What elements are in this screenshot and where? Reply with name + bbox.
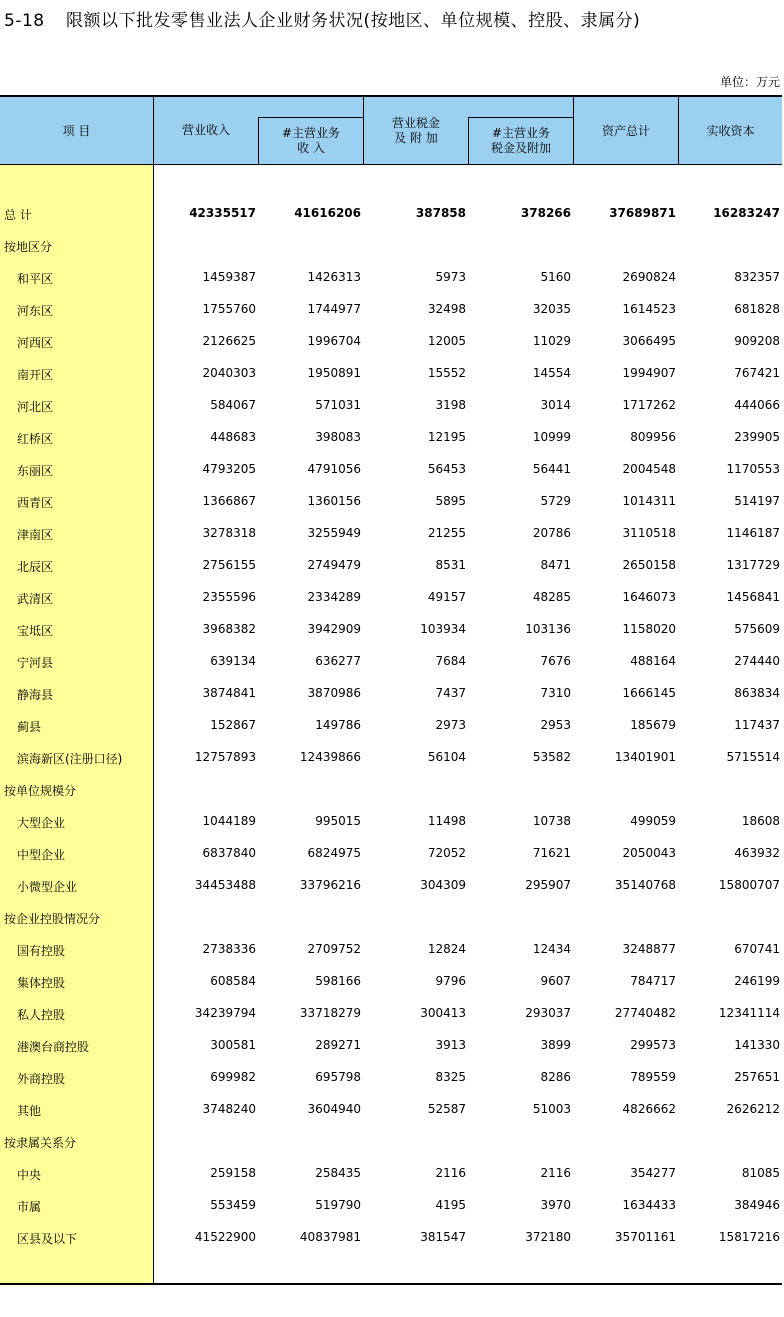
- table-row: [0, 485, 782, 517]
- row-value: 2690824: [622, 270, 676, 284]
- row-label: 私人控股: [17, 1008, 66, 1022]
- row-value: 1044189: [202, 814, 256, 828]
- header-divider: [573, 97, 574, 165]
- total-row: [0, 197, 782, 229]
- row-value: 32035: [532, 302, 571, 316]
- row-value: 37689871: [609, 206, 676, 220]
- row-value: 2626212: [726, 1102, 780, 1116]
- row-value: 12341114: [718, 1006, 780, 1020]
- row-value: 52587: [427, 1102, 466, 1116]
- table-row: [0, 997, 782, 1029]
- row-value: 8531: [435, 558, 466, 572]
- row-value: 15800707: [718, 878, 780, 892]
- row-value: 103934: [420, 622, 466, 636]
- row-value: 10999: [532, 430, 571, 444]
- header-subline: [468, 117, 573, 118]
- row-value: 7310: [540, 686, 571, 700]
- table-body: [0, 197, 782, 1253]
- row-value: 3970: [540, 1198, 571, 1212]
- row-value: 9796: [435, 974, 466, 988]
- row-value: 1366867: [202, 494, 256, 508]
- row-value: 1456841: [726, 590, 780, 604]
- table-row: [0, 805, 782, 837]
- header-capital: 实收资本: [706, 123, 755, 138]
- row-value: 8286: [540, 1070, 571, 1084]
- row-value: 448683: [210, 430, 256, 444]
- row-label: 蓟县: [17, 720, 42, 734]
- unit-label: 单位：万元: [719, 75, 780, 89]
- row-value: 832357: [734, 270, 780, 284]
- table-row: [0, 645, 782, 677]
- row-value: 72052: [427, 846, 466, 860]
- row-label: 集体控股: [17, 976, 66, 990]
- row-label: 河东区: [17, 304, 54, 318]
- row-label: 和平区: [17, 272, 54, 286]
- table-row: [0, 837, 782, 869]
- row-value: 51003: [532, 1102, 571, 1116]
- row-value: 1666145: [622, 686, 676, 700]
- table-row: [0, 517, 782, 549]
- row-value: 1360156: [307, 494, 361, 508]
- table-bottom-rule: [0, 1283, 782, 1285]
- row-value: 12005: [427, 334, 466, 348]
- row-value: 995015: [315, 814, 361, 828]
- row-value: 584067: [210, 398, 256, 412]
- table-row: [0, 741, 782, 773]
- header-divider: [468, 117, 469, 165]
- row-label: 按单位规模分: [4, 784, 77, 798]
- row-value: 384946: [734, 1198, 780, 1212]
- row-value: 289271: [315, 1038, 361, 1052]
- row-value: 3255949: [307, 526, 361, 540]
- row-value: 246199: [734, 974, 780, 988]
- header-divider: [258, 117, 259, 165]
- header-tax: [364, 97, 468, 165]
- table-number: 5-18: [4, 11, 45, 31]
- row-value: 71621: [532, 846, 571, 860]
- table-row: [0, 677, 782, 709]
- header-main-tax-line2: 税金及附加: [490, 141, 551, 155]
- row-value: 259158: [210, 1166, 256, 1180]
- row-value: 12195: [427, 430, 466, 444]
- row-value: 1717262: [622, 398, 676, 412]
- row-value: 1614523: [622, 302, 676, 316]
- row-value: 103136: [525, 622, 571, 636]
- row-value: 4791056: [307, 462, 361, 476]
- row-value: 11498: [427, 814, 466, 828]
- row-value: 299573: [630, 1038, 676, 1052]
- row-value: 141330: [734, 1038, 780, 1052]
- row-value: 1426313: [307, 270, 361, 284]
- table-row: [0, 709, 782, 741]
- table-row: [0, 1061, 782, 1093]
- table-row: [0, 1221, 782, 1253]
- row-value: 2749479: [307, 558, 361, 572]
- table-row: [0, 581, 782, 613]
- row-value: 2650158: [622, 558, 676, 572]
- row-value: 553459: [210, 1198, 256, 1212]
- row-value: 258435: [315, 1166, 361, 1180]
- row-value: 12824: [427, 942, 466, 956]
- row-value: 4826662: [622, 1102, 676, 1116]
- row-value: 2040303: [202, 366, 256, 380]
- row-value: 2973: [435, 718, 466, 732]
- group-header-row: [0, 901, 782, 933]
- row-value: 53582: [532, 750, 571, 764]
- row-value: 398083: [315, 430, 361, 444]
- row-value: 7676: [540, 654, 571, 668]
- row-value: 387858: [415, 206, 466, 220]
- row-label: 津南区: [17, 528, 54, 542]
- row-value: 3968382: [202, 622, 256, 636]
- row-value: 41616206: [294, 206, 361, 220]
- row-value: 49157: [427, 590, 466, 604]
- row-value: 152867: [210, 718, 256, 732]
- row-value: 695798: [315, 1070, 361, 1084]
- row-value: 863834: [734, 686, 780, 700]
- row-value: 27740482: [614, 1006, 676, 1020]
- row-label: 红桥区: [17, 432, 54, 446]
- row-value: 1646073: [622, 590, 676, 604]
- row-value: 4195: [435, 1198, 466, 1212]
- row-value: 463932: [734, 846, 780, 860]
- row-value: 21255: [427, 526, 466, 540]
- row-label: 滨海新区(注册口径): [17, 752, 123, 766]
- row-value: 41522900: [194, 1230, 256, 1244]
- row-value: 185679: [630, 718, 676, 732]
- row-value: 7437: [435, 686, 466, 700]
- row-value: 372180: [525, 1230, 571, 1244]
- row-value: 6824975: [307, 846, 361, 860]
- row-label: 武清区: [17, 592, 54, 606]
- row-value: 300581: [210, 1038, 256, 1052]
- row-value: 34239794: [194, 1006, 256, 1020]
- row-value: 571031: [315, 398, 361, 412]
- row-value: 2050043: [622, 846, 676, 860]
- row-value: 598166: [315, 974, 361, 988]
- row-label: 港澳台商控股: [17, 1040, 90, 1054]
- row-value: 12434: [532, 942, 571, 956]
- row-value: 239905: [734, 430, 780, 444]
- row-value: 378266: [520, 206, 571, 220]
- row-value: 1755760: [202, 302, 256, 316]
- table-row: [0, 325, 782, 357]
- row-label: 国有控股: [17, 944, 66, 958]
- row-value: 639134: [210, 654, 256, 668]
- row-value: 3870986: [307, 686, 361, 700]
- row-value: 42335517: [189, 206, 256, 220]
- row-label: 其他: [17, 1104, 42, 1118]
- row-value: 48285: [532, 590, 571, 604]
- row-label: 中型企业: [17, 848, 66, 862]
- row-value: 3604940: [307, 1102, 361, 1116]
- row-value: 3278318: [202, 526, 256, 540]
- table-row: [0, 965, 782, 997]
- row-value: 1634433: [622, 1198, 676, 1212]
- row-value: 1994907: [622, 366, 676, 380]
- row-value: 274440: [734, 654, 780, 668]
- row-label: 河西区: [17, 336, 54, 350]
- header-main-revenue-line2: 收 入: [297, 141, 325, 155]
- row-value: 5715514: [726, 750, 780, 764]
- group-header-row: [0, 773, 782, 805]
- group-header-row: [0, 1125, 782, 1157]
- header-revenue: 营业收入: [181, 123, 230, 137]
- row-value: 7684: [435, 654, 466, 668]
- table-row: [0, 453, 782, 485]
- table-row: [0, 1093, 782, 1125]
- header-subline: [258, 117, 363, 118]
- row-label: 区县及以下: [17, 1232, 78, 1246]
- row-value: 81085: [741, 1166, 780, 1180]
- table-title: 限额以下批发零售业法人企业财务状况(按地区、单位规模、控股、隶属分): [66, 11, 641, 31]
- row-value: 18608: [741, 814, 780, 828]
- row-label: 北辰区: [17, 560, 54, 574]
- row-value: 1170553: [726, 462, 780, 476]
- row-value: 2756155: [202, 558, 256, 572]
- row-value: 809956: [630, 430, 676, 444]
- row-label: 大型企业: [17, 816, 66, 830]
- row-value: 6837840: [202, 846, 256, 860]
- row-value: 5729: [540, 494, 571, 508]
- row-value: 1744977: [307, 302, 361, 316]
- row-value: 354277: [630, 1166, 676, 1180]
- row-value: 1014311: [622, 494, 676, 508]
- row-label: 西青区: [17, 496, 54, 510]
- table-row: [0, 613, 782, 645]
- row-value: 2334289: [307, 590, 361, 604]
- row-value: 3748240: [202, 1102, 256, 1116]
- header-main-revenue-line1: #主营业务: [281, 126, 341, 140]
- row-label: 外商控股: [17, 1072, 66, 1086]
- row-value: 4793205: [202, 462, 256, 476]
- row-label: 按地区分: [4, 240, 53, 254]
- row-value: 784717: [630, 974, 676, 988]
- row-value: 444066: [734, 398, 780, 412]
- row-value: 519790: [315, 1198, 361, 1212]
- row-value: 3248877: [622, 942, 676, 956]
- row-value: 8325: [435, 1070, 466, 1084]
- table-row: [0, 421, 782, 453]
- row-value: 909208: [734, 334, 780, 348]
- row-value: 608584: [210, 974, 256, 988]
- row-value: 40837981: [299, 1230, 361, 1244]
- row-label: 宝坻区: [17, 624, 54, 638]
- row-value: 3066495: [622, 334, 676, 348]
- row-value: 636277: [315, 654, 361, 668]
- row-value: 12439866: [299, 750, 361, 764]
- row-value: 1158020: [622, 622, 676, 636]
- header-main-revenue: [259, 117, 363, 165]
- row-label: 静海县: [17, 688, 54, 702]
- row-value: 488164: [630, 654, 676, 668]
- row-value: 381547: [420, 1230, 466, 1244]
- row-value: 20786: [532, 526, 571, 540]
- row-value: 56441: [532, 462, 571, 476]
- row-label: 河北区: [17, 400, 54, 414]
- row-label: 按隶属关系分: [4, 1136, 77, 1150]
- row-value: 2355596: [202, 590, 256, 604]
- header-tax-line1: 营业税金: [391, 116, 440, 130]
- row-value: 1996704: [307, 334, 361, 348]
- row-value: 3942909: [307, 622, 361, 636]
- row-value: 2116: [540, 1166, 571, 1180]
- row-label: 小微型企业: [17, 880, 78, 894]
- row-value: 3874841: [202, 686, 256, 700]
- row-value: 575609: [734, 622, 780, 636]
- header-main-tax: [469, 117, 573, 165]
- table-row: [0, 1157, 782, 1189]
- row-value: 35140768: [614, 878, 676, 892]
- header-main-tax-line1: #主营业务: [491, 126, 551, 140]
- row-value: 293037: [525, 1006, 571, 1020]
- row-value: 514197: [734, 494, 780, 508]
- row-value: 499059: [630, 814, 676, 828]
- header-tax-line2: 及 附 加: [394, 131, 438, 145]
- table-row: [0, 869, 782, 901]
- row-value: 1146187: [726, 526, 780, 540]
- row-value: 295907: [525, 878, 571, 892]
- row-value: 9607: [540, 974, 571, 988]
- row-value: 34453488: [194, 878, 256, 892]
- row-label: 总 计: [4, 208, 32, 222]
- row-label: 市属: [17, 1200, 42, 1214]
- row-value: 12757893: [194, 750, 256, 764]
- row-value: 1459387: [202, 270, 256, 284]
- row-value: 304309: [420, 878, 466, 892]
- row-value: 14554: [532, 366, 571, 380]
- table-row: [0, 261, 782, 293]
- page-title: [4, 6, 640, 31]
- row-value: 32498: [427, 302, 466, 316]
- row-value: 670741: [734, 942, 780, 956]
- row-label: 中央: [17, 1168, 42, 1182]
- table-row: [0, 389, 782, 421]
- row-value: 300413: [420, 1006, 466, 1020]
- table-row: [0, 933, 782, 965]
- table-header: [0, 95, 782, 165]
- header-assets: 资产总计: [601, 123, 650, 138]
- row-value: 3899: [540, 1038, 571, 1052]
- row-value: 3198: [435, 398, 466, 412]
- row-value: 5895: [435, 494, 466, 508]
- table-row: [0, 1189, 782, 1221]
- row-value: 149786: [315, 718, 361, 732]
- row-value: 2116: [435, 1166, 466, 1180]
- group-header-row: [0, 229, 782, 261]
- row-value: 1317729: [726, 558, 780, 572]
- row-value: 3110518: [622, 526, 676, 540]
- row-value: 789559: [630, 1070, 676, 1084]
- row-value: 5160: [540, 270, 571, 284]
- table-row: [0, 357, 782, 389]
- row-value: 56453: [427, 462, 466, 476]
- row-value: 681828: [734, 302, 780, 316]
- row-value: 35701161: [614, 1230, 676, 1244]
- row-value: 56104: [427, 750, 466, 764]
- row-value: 8471: [540, 558, 571, 572]
- row-value: 15817216: [718, 1230, 780, 1244]
- header-item: 项 目: [62, 123, 91, 138]
- table-row: [0, 293, 782, 325]
- table-row: [0, 549, 782, 581]
- row-value: 33796216: [299, 878, 361, 892]
- row-value: 3014: [540, 398, 571, 412]
- row-label: 按企业控股情况分: [4, 912, 101, 926]
- row-value: 13401901: [614, 750, 676, 764]
- row-value: 1950891: [307, 366, 361, 380]
- row-value: 2738336: [202, 942, 256, 956]
- row-value: 699982: [210, 1070, 256, 1084]
- row-value: 16283247: [713, 206, 780, 220]
- row-value: 2004548: [622, 462, 676, 476]
- row-value: 10738: [532, 814, 571, 828]
- row-value: 2126625: [202, 334, 256, 348]
- table-row: [0, 1029, 782, 1061]
- row-value: 767421: [734, 366, 780, 380]
- header-divider: [678, 97, 679, 165]
- header-divider: [153, 97, 154, 165]
- row-label: 宁河县: [17, 656, 54, 670]
- row-value: 2709752: [307, 942, 361, 956]
- row-value: 2953: [540, 718, 571, 732]
- row-label: 南开区: [17, 368, 54, 382]
- row-value: 33718279: [299, 1006, 361, 1020]
- row-value: 15552: [427, 366, 466, 380]
- header-divider: [363, 97, 364, 165]
- row-label: 东丽区: [17, 464, 54, 478]
- row-value: 257651: [734, 1070, 780, 1084]
- row-value: 117437: [734, 718, 780, 732]
- row-value: 11029: [532, 334, 571, 348]
- row-value: 5973: [435, 270, 466, 284]
- row-value: 3913: [435, 1038, 466, 1052]
